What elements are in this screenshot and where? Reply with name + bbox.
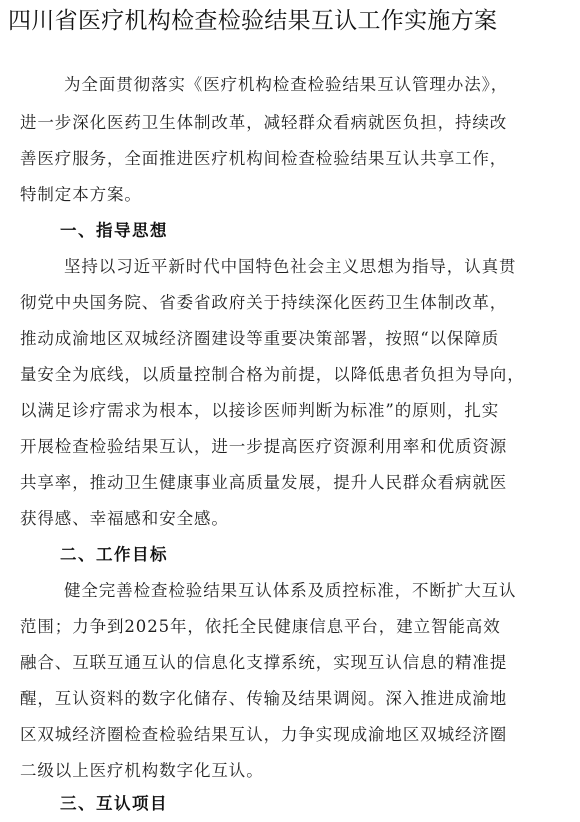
paragraph-line: 二级以上医疗机构数字化互认。 [20, 761, 264, 780]
paragraph-line: 醒，互认资料的数字化储存、传输及结果调阅。深入推进成渝地 [20, 689, 508, 708]
paragraph-line: 共享率，推动卫生健康事业高质量发展，提升人民群众看病就医 [20, 473, 508, 492]
section-heading: 二、工作目标 [60, 545, 168, 564]
paragraph-line: 量安全为底线，以质量控制合格为前提，以降低患者负担为导向， [20, 365, 525, 384]
paragraph-line: 健全完善检查检验结果互认体系及质控标准，不断扩大互认 [64, 581, 517, 600]
paragraph-line: 坚持以习近平新时代中国特色社会主义思想为指导，认真贯 [64, 257, 517, 276]
paragraph-line: 进一步深化医药卫生体制改革，减轻群众看病就医负担，持续改 [20, 113, 508, 132]
document-title: 四川省医疗机构检查检验结果互认工作实施方案 [8, 8, 498, 34]
paragraph-line: 推动成渝地区双城经济圈建设等重要决策部署，按照“以保障质 [20, 329, 500, 348]
section-heading: 一、指导思想 [60, 221, 168, 240]
paragraph-line: 特制定本方案。 [20, 185, 142, 204]
paragraph-line: 开展检查检验结果互认，进一步提高医疗资源利用率和优质资源 [20, 437, 508, 456]
paragraph-line: 为全面贯彻落实《医疗机构检查检验结果互认管理办法》， [64, 75, 509, 94]
paragraph-line: 以满足诊疗需求为根本，以接诊医师判断为标准”的原则，扎实 [20, 401, 500, 420]
paragraph-line: 善医疗服务，全面推进医疗机构间检查检验结果互认共享工作， [20, 149, 508, 168]
paragraph-line: 范围；力争到2025年，依托全民健康信息平台，建立智能高效 [20, 617, 501, 636]
paragraph-line: 融合、互联互通互认的信息化支撑系统，实现互认信息的精准提 [20, 653, 508, 672]
paragraph-line: 区双城经济圈检查检验结果互认，力争实现成渝地区双城经济圈 [20, 725, 508, 744]
paragraph-line: 彻党中央国务院、省委省政府关于持续深化医药卫生体制改革， [20, 293, 508, 312]
section-heading: 三、互认项目 [60, 794, 168, 813]
paragraph-line: 获得感、幸福感和安全感。 [20, 509, 229, 528]
